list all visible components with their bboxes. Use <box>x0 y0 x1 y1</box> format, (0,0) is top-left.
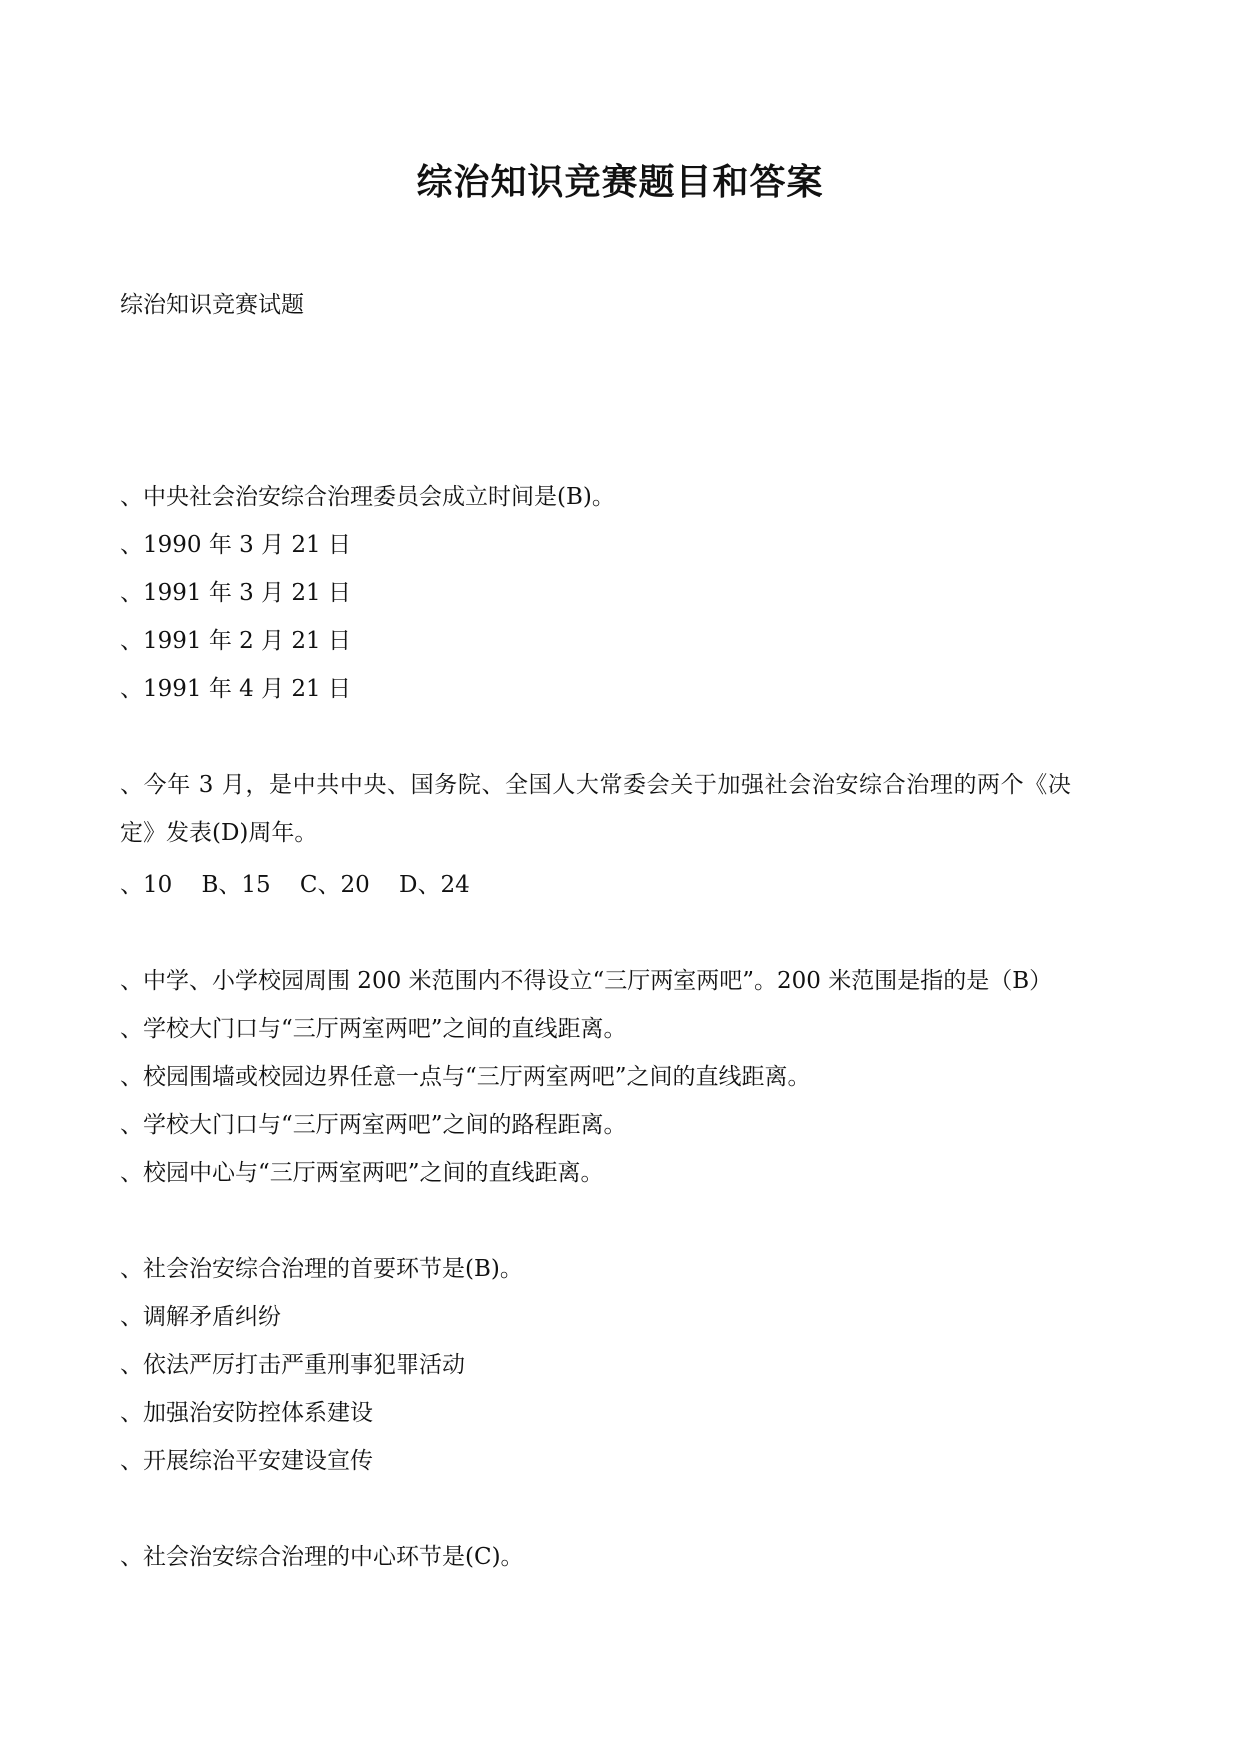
question-3-prompt: 、中学、小学校园周围 200 米范围内不得设立“三厅两室两吧”。200 米范围是指的是（B） <box>120 968 1053 994</box>
question-3-option-a: 、学校大门口与“三厅两室两吧”之间的直线距离。 <box>120 1016 627 1042</box>
document-subtitle: 综治知识竞赛试题 <box>120 292 304 318</box>
question-1-option-d: 、1991 年 4 月 21 日 <box>120 676 351 702</box>
question-3-option-c: 、学校大门口与“三厅两室两吧”之间的路程距离。 <box>120 1112 627 1138</box>
question-1-prompt: 、中央社会治安综合治理委员会成立时间是(B)。 <box>120 484 615 510</box>
document-title: 综治知识竞赛题目和答案 <box>416 161 824 203</box>
question-2-prompt-line-2: 定》发表(D)周年。 <box>120 820 318 846</box>
question-5-prompt: 、社会治安综合治理的中心环节是(C)。 <box>120 1544 524 1570</box>
question-4-option-d: 、开展综治平安建设宣传 <box>120 1448 373 1474</box>
question-2-prompt-line-1: 、今年 3 月，是中共中央、国务院、全国人大常委会关于加强社会治安综合治理的两个《决 <box>120 772 1072 798</box>
question-1-option-c: 、1991 年 2 月 21 日 <box>120 628 351 654</box>
question-1-option-a: 、1990 年 3 月 21 日 <box>120 532 351 558</box>
question-4-option-c: 、加强治安防控体系建设 <box>120 1400 373 1426</box>
question-4-option-b: 、依法严厉打击严重刑事犯罪活动 <box>120 1352 465 1378</box>
question-2-options: 、10 B、15 C、20 D、24 <box>120 872 470 898</box>
question-3-option-b: 、校园围墙或校园边界任意一点与“三厅两室两吧”之间的直线距离。 <box>120 1064 811 1090</box>
question-4-option-a: 、调解矛盾纠纷 <box>120 1304 281 1330</box>
question-1-option-b: 、1991 年 3 月 21 日 <box>120 580 351 606</box>
question-4-prompt: 、社会治安综合治理的首要环节是(B)。 <box>120 1256 523 1282</box>
question-3-option-d: 、校园中心与“三厅两室两吧”之间的直线距离。 <box>120 1160 604 1186</box>
